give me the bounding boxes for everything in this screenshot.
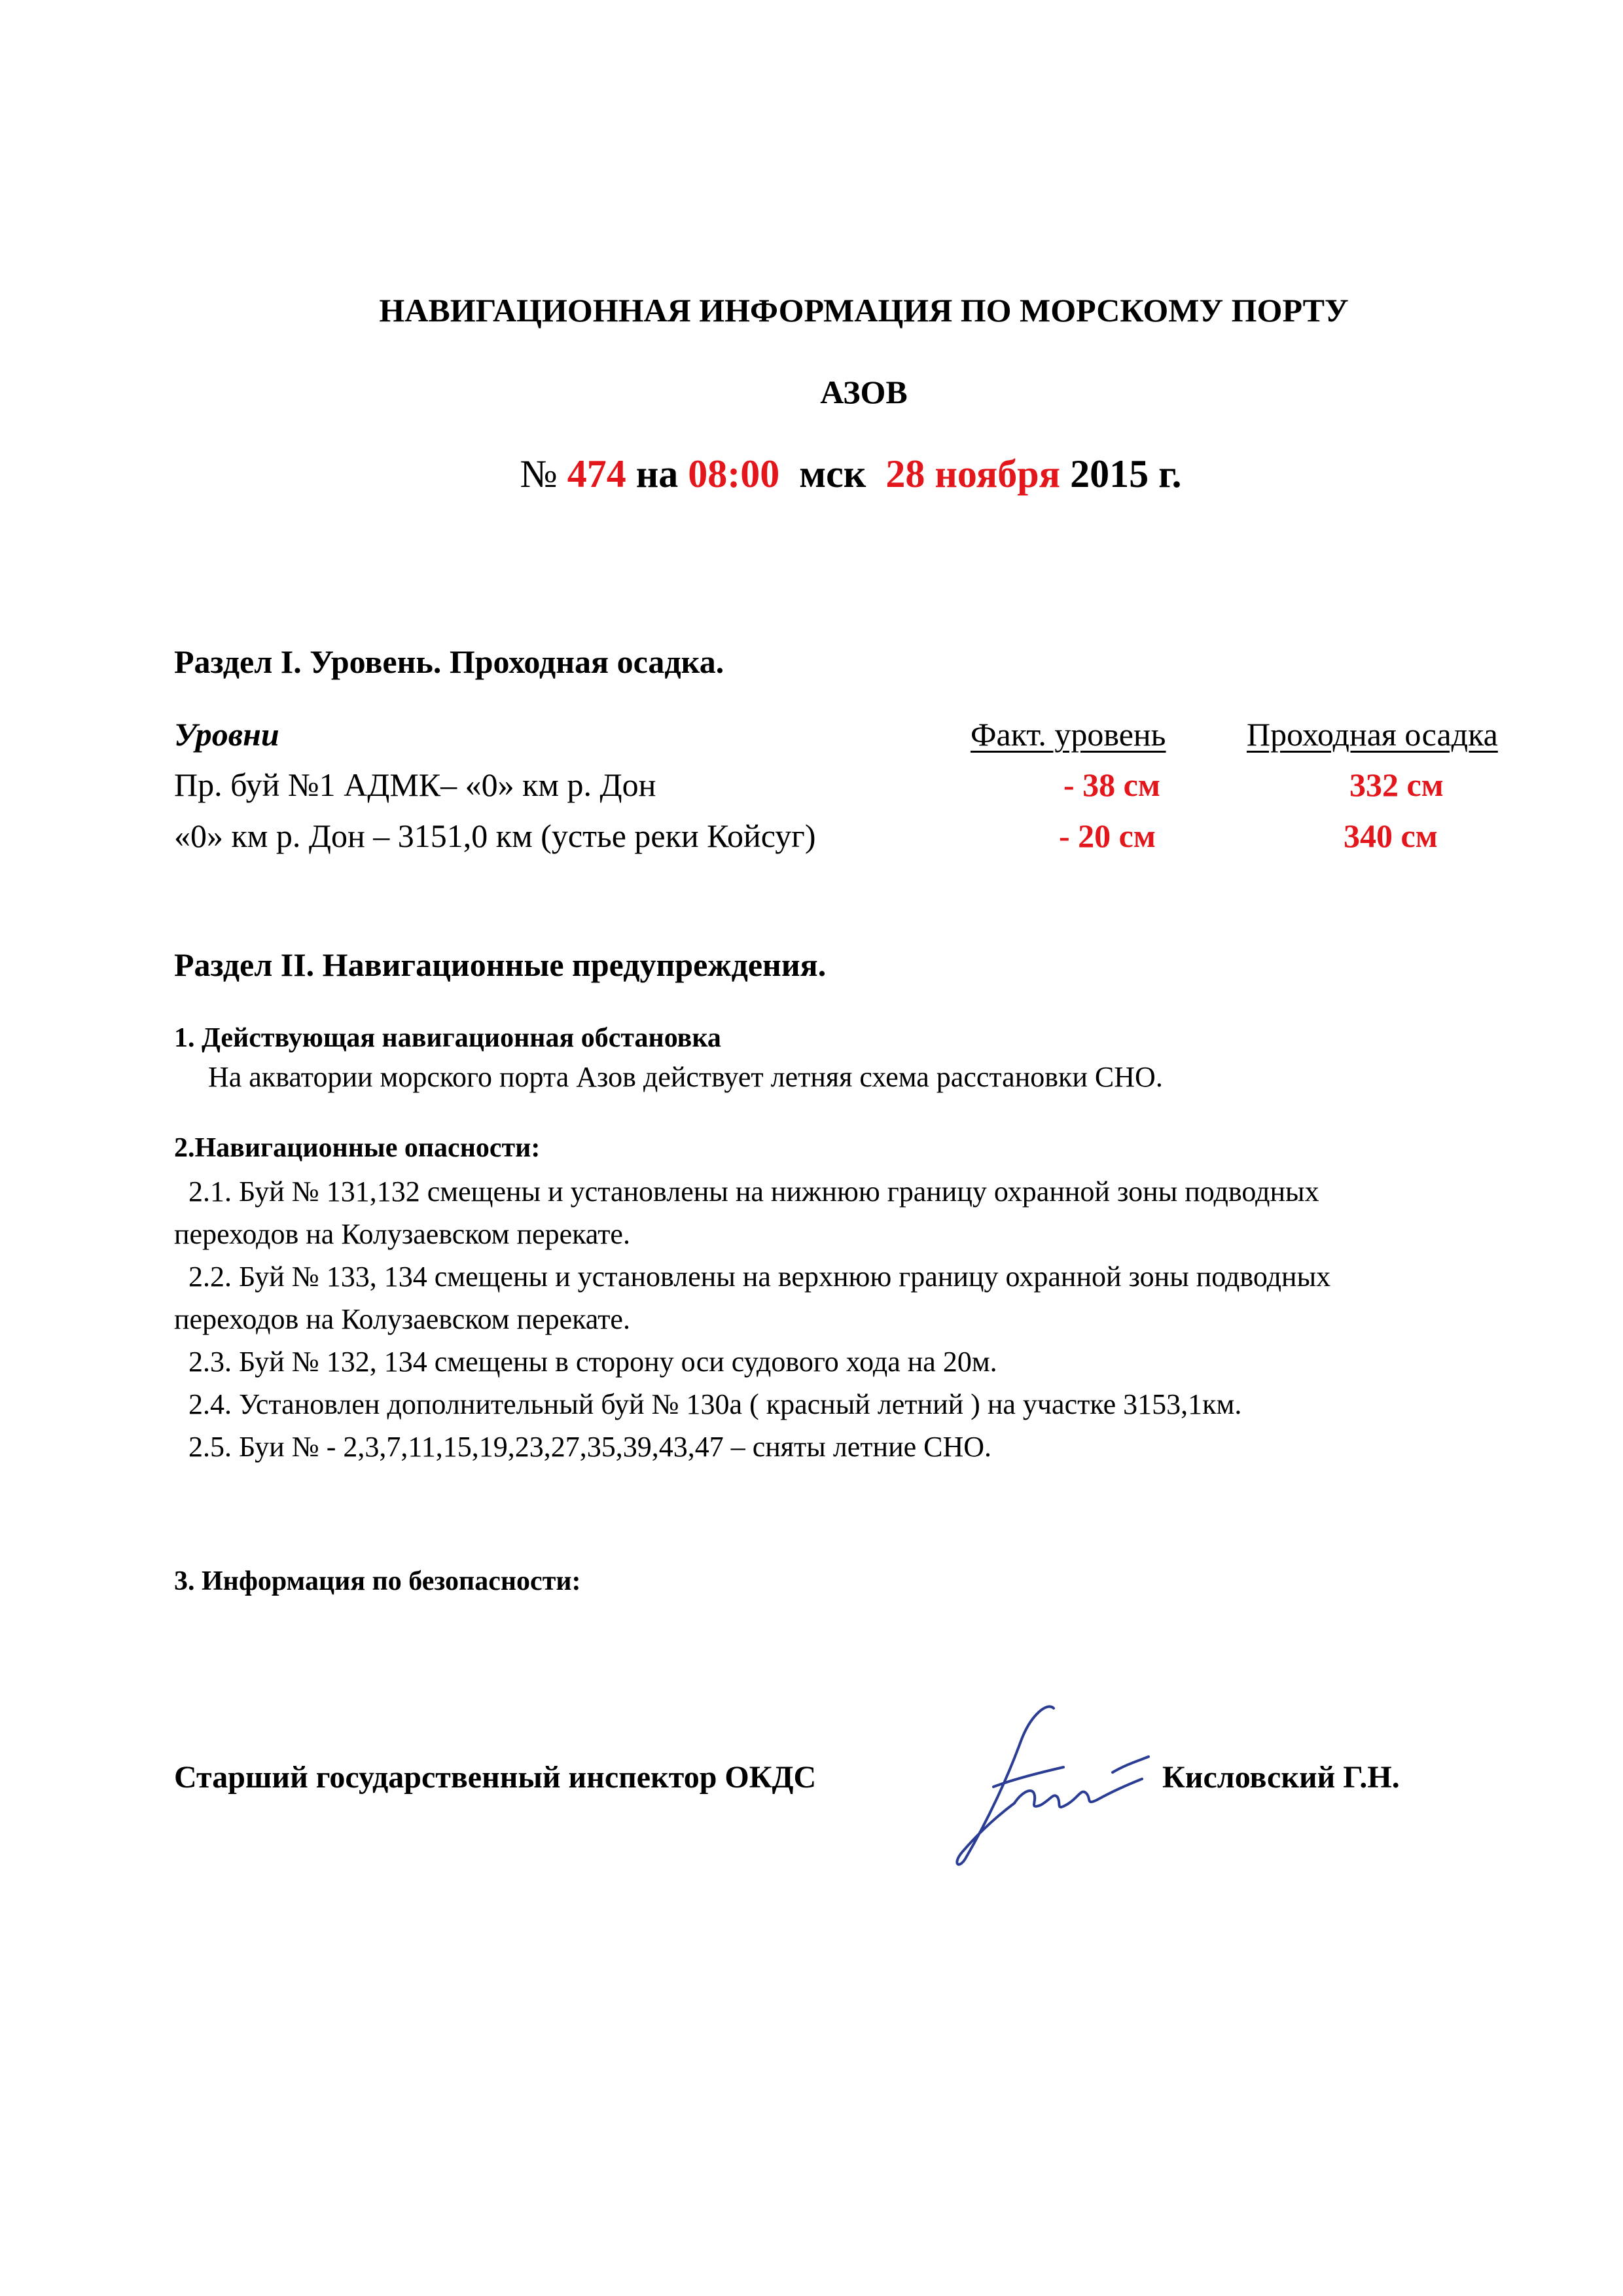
port-name: АЗОВ — [820, 374, 908, 410]
issue-date: 28 ноября — [885, 452, 1061, 495]
navigation-hazards-heading: 2.Навигационные опасности: — [174, 1133, 541, 1163]
issue-line — [0, 452, 1623, 497]
level-row-name: Пр. буй №1 АДМК– «0» км р. Дон — [174, 766, 656, 803]
hazard-line: переходов на Колузаевском перекате. — [174, 1218, 630, 1250]
hazard-line: 2.1. Буй № 131,132 смещены и установлены на нижнюю границу охранной зоны подводных — [188, 1175, 1319, 1208]
handwritten-signature — [916, 1689, 1191, 1885]
hazard-line: 2.4. Установлен дополнительный буй № 130а ( красный летний ) на участке 3153,1км. — [188, 1388, 1242, 1420]
inspector-position: Старший государственный инспектор ОКДС — [174, 1760, 817, 1795]
hazard-line: переходов на Колузаевском перекате. — [174, 1303, 630, 1335]
issue-timezone: мск — [799, 452, 866, 495]
passing-draft-header: Проходная осадка — [1247, 716, 1498, 753]
level-row-actual: - 38 см — [1063, 766, 1160, 803]
issue-at: на — [635, 452, 679, 495]
number-sign: № — [520, 452, 558, 495]
navigation-situation-text: На акватории морского порта Азов действует летняя схема расстановки СНО. — [208, 1061, 1163, 1093]
actual-level-header: Факт. уровень — [971, 716, 1166, 753]
issue-year: 2015 г. — [1070, 452, 1182, 495]
level-row-name: «0» км р. Дон – 3151,0 км (устье реки Койсуг) — [174, 817, 816, 854]
document-title: НАВИГАЦИОННАЯ ИНФОРМАЦИЯ ПО МОРСКОМУ ПОРТУ — [379, 292, 1349, 329]
inspector-name: Кисловский Г.Н. — [1162, 1760, 1400, 1795]
section1-title: Раздел I. Уровень. Проходная осадка. — [174, 643, 724, 680]
hazard-line: 2.3. Буй № 132, 134 смещены в сторону оси судового хода на 20м. — [188, 1346, 997, 1378]
issue-number: 474 — [567, 452, 626, 495]
level-row-actual: - 20 см — [1059, 817, 1156, 854]
hazard-line: 2.2. Буй № 133, 134 смещены и установлены на верхнюю границу охранной зоны подводных — [188, 1261, 1331, 1293]
issue-time: 08:00 — [688, 452, 780, 495]
level-row-draft: 340 см — [1344, 817, 1438, 854]
safety-info-heading: 3. Информация по безопасности: — [174, 1566, 581, 1596]
section2-title: Раздел II. Навигационные предупреждения. — [174, 946, 827, 983]
hazard-line: 2.5. Буи № - 2,3,7,11,15,19,23,27,35,39,43,47 – сняты летние СНО. — [188, 1431, 992, 1463]
level-row-draft: 332 см — [1349, 766, 1444, 803]
levels-header: Уровни — [174, 716, 279, 753]
navigation-situation-heading: 1. Действующая навигационная обстановка — [174, 1023, 721, 1053]
